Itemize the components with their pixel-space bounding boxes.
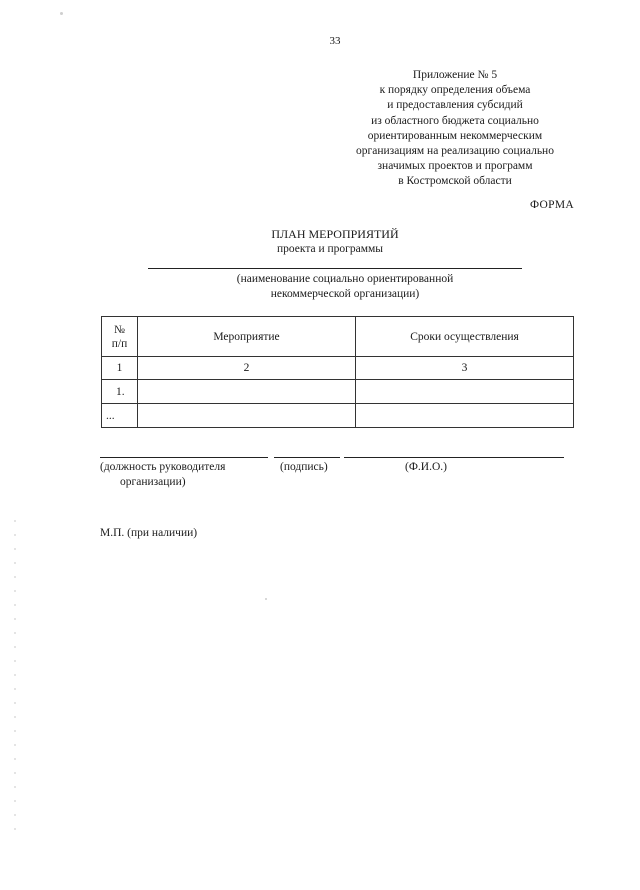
appendix-line: значимых проектов и программ: [377, 160, 533, 173]
org-caption-line: некоммерческой организации): [270, 288, 420, 300]
header-number: [102, 317, 138, 357]
appendix-line: Приложение № 5: [412, 69, 498, 81]
appendix-line: ориентированным некоммерческим: [367, 129, 543, 142]
scan-speck: [60, 12, 63, 15]
scan-edge-artifact: [14, 520, 16, 840]
row-event-cell[interactable]: [138, 380, 356, 404]
position-blank-line: [100, 457, 268, 458]
signature-blank-line: [274, 457, 340, 458]
header-number-line: №: [114, 323, 125, 336]
full-name-blank-line: [344, 457, 564, 458]
row-period-cell[interactable]: [356, 404, 574, 428]
appendix-line: в Костромской области: [398, 175, 512, 188]
org-name-blank-line: [148, 268, 522, 269]
row-period-cell[interactable]: [356, 380, 574, 404]
row-number: ...: [102, 404, 138, 428]
position-caption-line: организации): [120, 475, 186, 488]
page-number: 33: [329, 35, 341, 47]
org-caption-line: (наименование социально ориентированной: [236, 273, 454, 285]
position-caption-line: (должность руководителя: [100, 461, 226, 473]
appendix-line: из областного бюджета социально: [371, 114, 539, 127]
header-period: Сроки осуществления: [356, 317, 574, 357]
events-table: [101, 316, 574, 428]
appendix-line: организациям на реализацию социально: [356, 145, 554, 158]
table-row: [102, 404, 574, 428]
position-caption: [100, 460, 225, 489]
appendix-line: к порядку определения объема: [379, 84, 531, 97]
appendix-line: и предоставления субсидий: [387, 99, 523, 112]
signature-caption: (подпись): [280, 461, 328, 473]
scan-speck: [265, 598, 267, 600]
org-name-caption: [150, 272, 540, 302]
full-name-caption: (Ф.И.О.): [405, 461, 447, 473]
row-number: 1.: [102, 380, 138, 404]
row-event-cell[interactable]: [138, 404, 356, 428]
column-numbers-row: [102, 357, 574, 380]
column-number: 3: [356, 357, 574, 380]
table-header-row: [102, 317, 574, 357]
form-label: ФОРМА: [530, 199, 574, 211]
header-number-line: п/п: [111, 337, 128, 350]
column-number: 1: [102, 357, 138, 380]
stamp-note: М.П. (при наличии): [100, 527, 198, 539]
header-event: Мероприятие: [138, 317, 356, 357]
column-number: 2: [138, 357, 356, 380]
plan-title: ПЛАН МЕРОПРИЯТИЙ: [271, 227, 399, 241]
table-row: [102, 380, 574, 404]
appendix-block: [330, 68, 580, 190]
plan-subtitle: проекта и программы: [276, 243, 383, 255]
